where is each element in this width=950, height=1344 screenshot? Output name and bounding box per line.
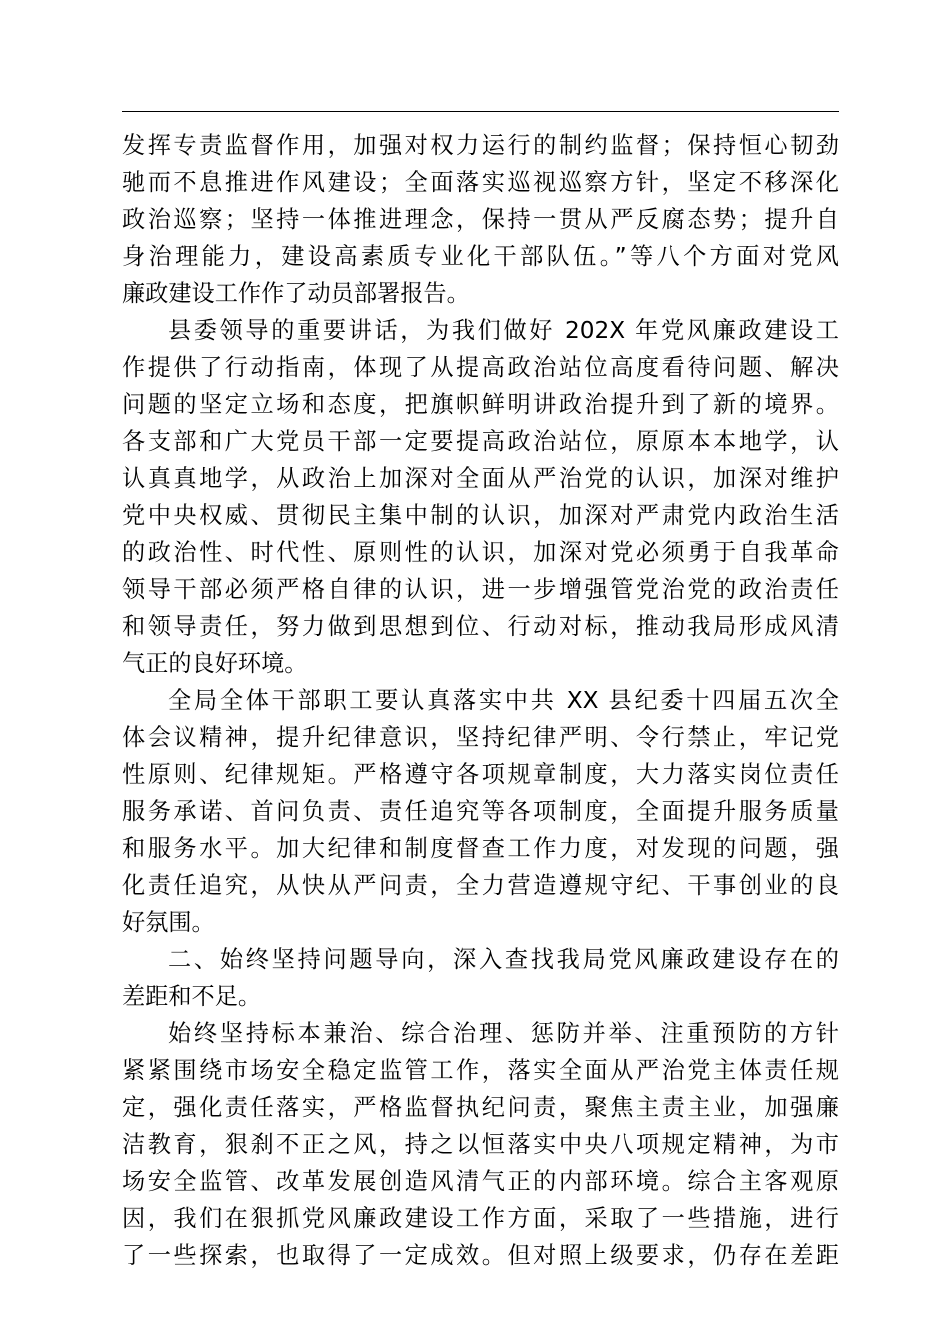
text-line: 党中央权威、贯彻民主集中制的认识，加深对严肃党内政治生活 <box>122 502 839 529</box>
text-line: 县委领导的重要讲话，为我们做好 202X 年党风廉政建设工 <box>168 317 839 344</box>
text-line: 的政治性、时代性、原则性的认识，加深对党必须勇于自我革命 <box>122 539 839 566</box>
text-line: 气正的良好环境。 <box>122 650 308 677</box>
text-line: 服务承诺、首问负责、责任追究等各项制度，全面提升服务质量 <box>122 798 839 825</box>
text-line: 政治巡察；坚持一体推进理念，保持一贯从严反腐态势；提升自 <box>122 206 839 233</box>
text-line: 了一些探索，也取得了一定成效。但对照上级要求，仍存在差距 <box>122 1242 839 1269</box>
paragraph <box>122 127 839 312</box>
text-line: 认真真地学，从政治上加深对全面从严治党的认识，加深对维护 <box>122 465 839 492</box>
paragraph <box>122 312 839 682</box>
paragraph <box>122 941 839 1015</box>
text-line: 洁教育，狠刹不正之风，持之以恒落实中央八项规定精神，为市 <box>122 1131 839 1158</box>
paragraph <box>122 1015 839 1274</box>
text-line: 身治理能力，建设高素质专业化干部队伍。”等八个方面对党风 <box>122 243 839 270</box>
header-rule <box>122 111 839 112</box>
text-line: 和服务水平。加大纪律和制度督查工作力度，对发现的问题，强 <box>122 835 839 862</box>
text-line: 体会议精神，提升纪律意识，坚持纪律严明、令行禁止，牢记党 <box>122 724 839 751</box>
text-line: 领导干部必须严格自律的认识，进一步增强管党治党的政治责任 <box>122 576 839 603</box>
text-line: 作提供了行动指南，体现了从提高政治站位高度看待问题、解决 <box>122 354 839 381</box>
text-line: 好氛围。 <box>122 909 215 936</box>
text-line: 廉政建设工作作了动员部署报告。 <box>122 280 470 307</box>
text-line: 因，我们在狠抓党风廉政建设工作方面，采取了一些措施，进行 <box>122 1205 839 1232</box>
text-line: 各支部和广大党员干部一定要提高政治站位，原原本本地学，认 <box>122 428 839 455</box>
document-body <box>122 127 839 1274</box>
text-line: 始终坚持标本兼治、综合治理、惩防并举、注重预防的方针 <box>168 1020 839 1047</box>
paragraph <box>122 682 839 941</box>
text-line: 定，强化责任落实，严格监督执纪问责，聚焦主责主业，加强廉 <box>122 1094 839 1121</box>
text-line: 发挥专责监督作用，加强对权力运行的制约监督；保持恒心韧劲 <box>122 132 839 159</box>
text-line: 问题的坚定立场和态度，把旗帜鲜明讲政治提升到了新的境界。 <box>122 391 839 418</box>
text-line: 驰而不息推进作风建设；全面落实巡视巡察方针，坚定不移深化 <box>122 169 839 196</box>
text-line: 二、始终坚持问题导向，深入查找我局党风廉政建设存在的 <box>168 946 839 973</box>
text-line: 化责任追究，从快从严问责，全力营造遵规守纪、干事创业的良 <box>122 872 839 899</box>
text-line: 性原则、纪律规矩。严格遵守各项规章制度，大力落实岗位责任 <box>122 761 839 788</box>
text-line: 场安全监管、改革发展创造风清气正的内部环境。综合主客观原 <box>122 1168 839 1195</box>
text-line: 差距和不足。 <box>122 983 262 1010</box>
text-line: 全局全体干部职工要认真落实中共 XX 县纪委十四届五次全 <box>168 687 839 714</box>
text-line: 和领导责任，努力做到思想到位、行动对标，推动我局形成风清 <box>122 613 839 640</box>
text-line: 紧紧围绕市场安全稳定监管工作，落实全面从严治党主体责任规 <box>122 1057 839 1084</box>
